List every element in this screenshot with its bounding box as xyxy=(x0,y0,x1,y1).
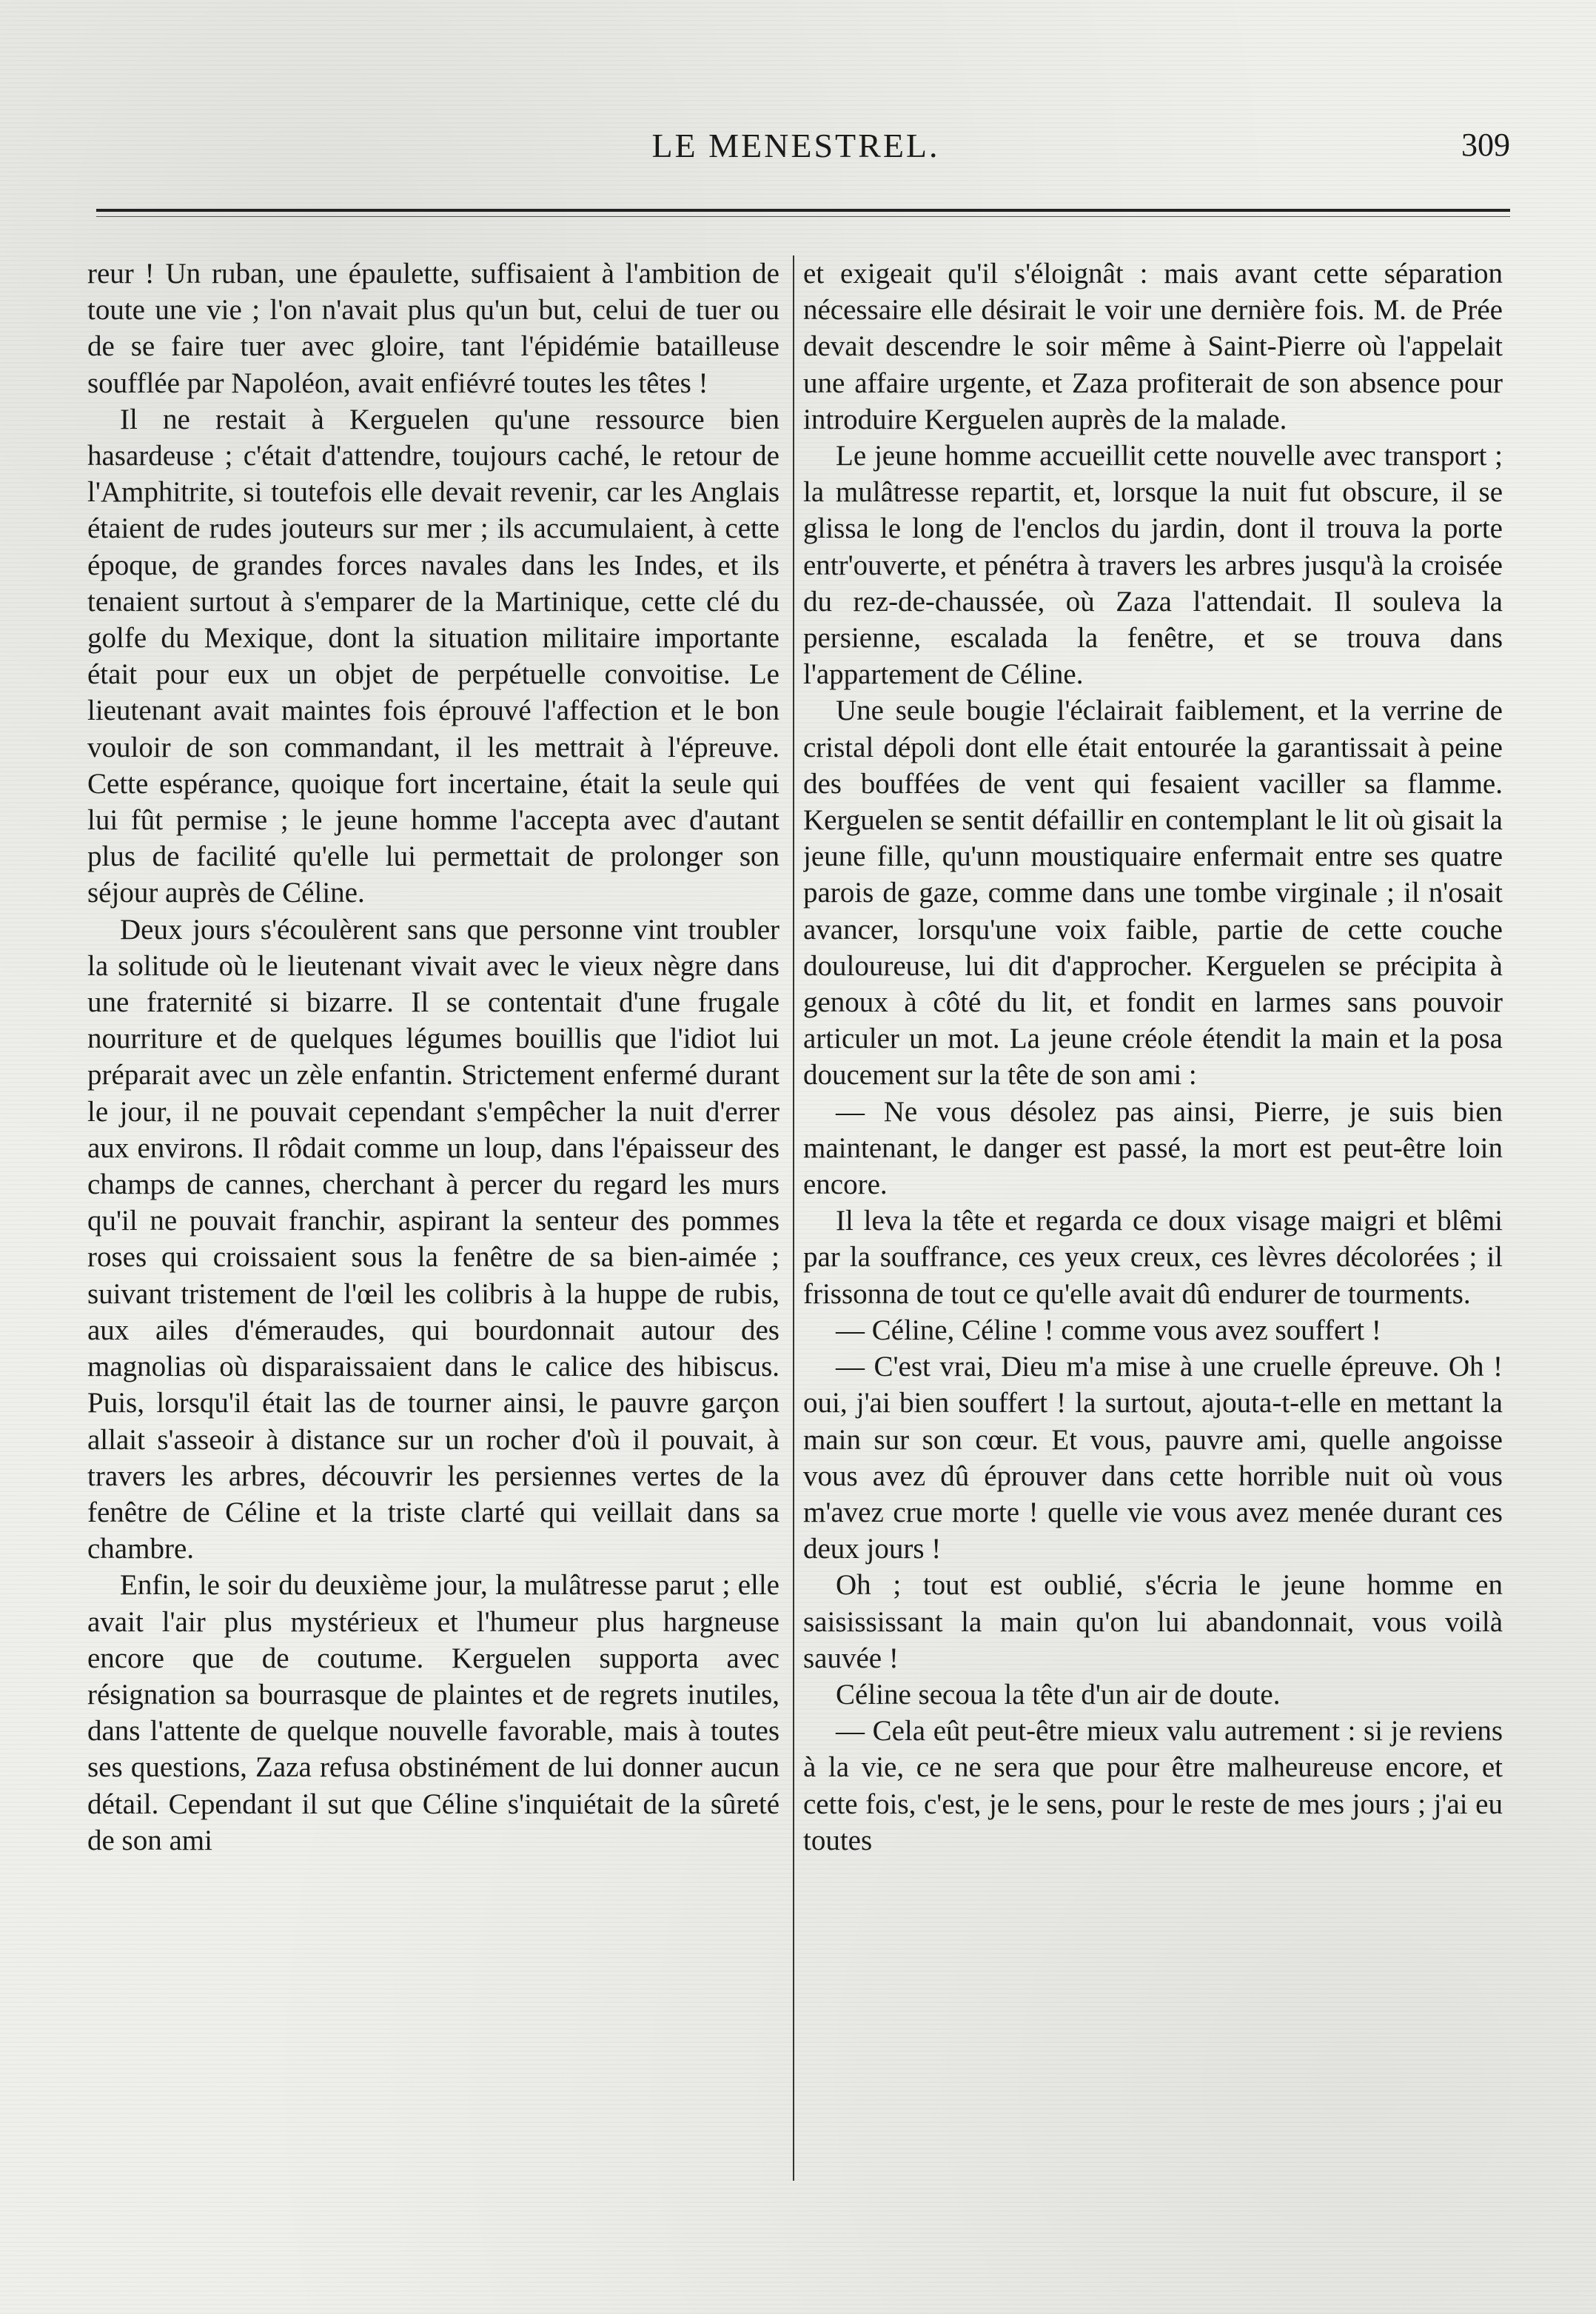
right-paragraph-1: et exigeait qu'il s'éloignât : mais avant cette séparation nécessaire elle désirait le voir une dernière fois. M. de Prée devait descendre le soir même à Saint-Pierre où l'appelait une affaire urgente, et Zaza profiterait de son absence pour introduire Kerguelen auprès de la malade. xyxy=(803,258,1503,435)
left-paragraph-1: reur ! Un ruban, une épaulette, suffisaient à l'ambition de toute une vie ; l'on n'avait plus qu'un but, celui de tuer ou de se faire tuer avec gloire, tant l'épidémie batailleuse soufflée par Napoléon, avait enfiévré toutes les têtes ! xyxy=(87,258,779,399)
running-title: LE MENESTREL. xyxy=(651,127,940,164)
left-paragraph-2: Il ne restait à Kerguelen qu'une ressource bien hasardeuse ; c'était d'attendre, toujours caché, le retour de l'Amphitrite, si toutefois elle devait revenir, car les Anglais étaient de rudes jouteurs sur mer ; ils accumulaient, à cette époque, de grandes forces navales dans les Indes, et ils tenaient surtout à s'emparer de la Martinique, cette clé du golfe du Mexique, dont la situation militaire importante était pour eux un objet de perpétuelle convoitise. Le lieutenant avait maintes fois éprouvé l'affection et le bon vouloir de son commandant, il les mettrait à l'épreuve. Cette espérance, quoique fort incertaine, était la seule qui lui fût permise ; le jeune homme l'accepta avec d'autant plus de facilité qu'elle lui permettait de prolonger son séjour auprès de Céline. xyxy=(87,403,779,909)
right-paragraph-8: Oh ; tout est oublié, s'écria le jeune homme en saisississant la main qu'on lui abandonnait, vous voilà sauvée ! xyxy=(803,1569,1503,1674)
header-rule-thin xyxy=(96,216,1510,217)
right-paragraph-10: — Cela eût peut-être mieux valu autrement : si je reviens à la vie, ce ne sera que pour être malheureuse encore, et cette fois, c'est, je le sens, pour le reste de mes jours ; j'ai eu toutes xyxy=(803,1715,1503,1856)
left-paragraph-4: Enfin, le soir du deuxième jour, la mulâtresse parut ; elle avait l'air plus mystérieux et l'humeur plus hargneuse encore que de coutume. Kerguelen supporta avec résignation sa bourrasque de plaintes et de regrets inutiles, dans l'attente de quelque nouvelle favorable, mais à toutes ses questions, Zaza refusa obstinément de lui donner aucun détail. Cependant il sut que Céline s'inquiétait de la sûreté de son ami xyxy=(87,1569,779,1856)
column-divider xyxy=(793,255,794,2181)
header-rule xyxy=(96,209,1510,212)
right-paragraph-9: Céline secoua la tête d'un air de doute. xyxy=(836,1678,1281,1711)
page-number: 309 xyxy=(1461,127,1510,163)
right-paragraph-2: Le jeune homme accueillit cette nouvelle avec transport ; la mulâtresse repartit, et, lorsque la nuit fut obscure, il se glissa le long de l'enclos du jardin, dont il trouva la porte entr'ouverte, et pénétra à travers les arbres jusqu'à la croisée du rez-de-chaussée, où Zaza l'attendait. Il souleva la persienne, escalada la fenêtre, et se trouva dans l'appartement de Céline. xyxy=(803,440,1503,691)
right-paragraph-6: — Céline, Céline ! comme vous avez souffert ! xyxy=(836,1314,1381,1346)
left-column xyxy=(87,255,779,2196)
left-paragraph-3: Deux jours s'écoulèrent sans que personne vint troubler la solitude où le lieutenant vivait avec le vieux nègre dans une fraternité si bizarre. Il se contentait d'une frugale nourriture et de quelques légumes bouillis que l'idiot lui préparait avec un zèle enfantin. Strictement enfermé durant le jour, il ne pouvait cependant s'empêcher la nuit d'errer aux environs. Il rôdait comme un loup, dans l'épaisseur des champs de cannes, cherchant à percer du regard les murs qu'il ne pouvait franchir, aspirant la senteur des pommes roses qui croissaient sous la fenêtre de sa bien-aimée ; suivant tristement de l'œil les colibris à la huppe de rubis, aux ailes d'émeraudes, qui bourdonnait autour des magnolias où disparaissaient dans le calice des hibiscus. Puis, lorsqu'il était las de tourner ainsi, le pauvre garçon allait s'asseoir à distance sur un rocher d'où il pouvait, à travers les arbres, découvrir les persiennes vertes de la fenêtre de Céline et la triste clarté qui veillait dans sa chambre. xyxy=(87,913,779,1565)
right-paragraph-7: — C'est vrai, Dieu m'a mise à une cruelle épreuve. Oh ! oui, j'ai bien souffert ! la surtout, ajouta-t-elle en mettant la main sur son cœur. Et vous, pauvre ami, quelle angoisse vous avez dû éprouver dans cette horrible nuit où vous m'avez crue morte ! quelle vie vous avez menée durant ces deux jours ! xyxy=(803,1351,1503,1565)
right-paragraph-4: — Ne vous désolez pas ainsi, Pierre, je suis bien maintenant, le danger est passé, la mort est peut-être loin encore. xyxy=(803,1095,1503,1201)
page-header xyxy=(81,126,1510,178)
right-paragraph-5: Il leva la tête et regarda ce doux visage maigri et blêmi par la souffrance, ces yeux creux, ces lèvres décolorées ; il frissonna de tout ce qu'elle avait dû endurer de tourments. xyxy=(803,1205,1503,1310)
right-column xyxy=(803,255,1503,2196)
right-paragraph-3: Une seule bougie l'éclairait faiblement, et la verrine de cristal dépoli dont elle était entourée la garantissait à peine des bouffées de vent qui fesaient vaciller sa flamme. Kerguelen se sentit défaillir en contemplant le lit où gisait la jeune fille, qu'unn moustiquaire enfermait entre ses quatre parois de gaze, comme dans une tombe virginale ; il n'osait avancer, lorsqu'une voix faible, partie de cette couche douloureuse, lui dit d'approcher. Kerguelen se précipita à genoux à côté du lit, et fondit en larmes sans pouvoir articuler un mot. La jeune créole étendit la main et la posa doucement sur la tête de son ami : xyxy=(803,695,1503,1091)
